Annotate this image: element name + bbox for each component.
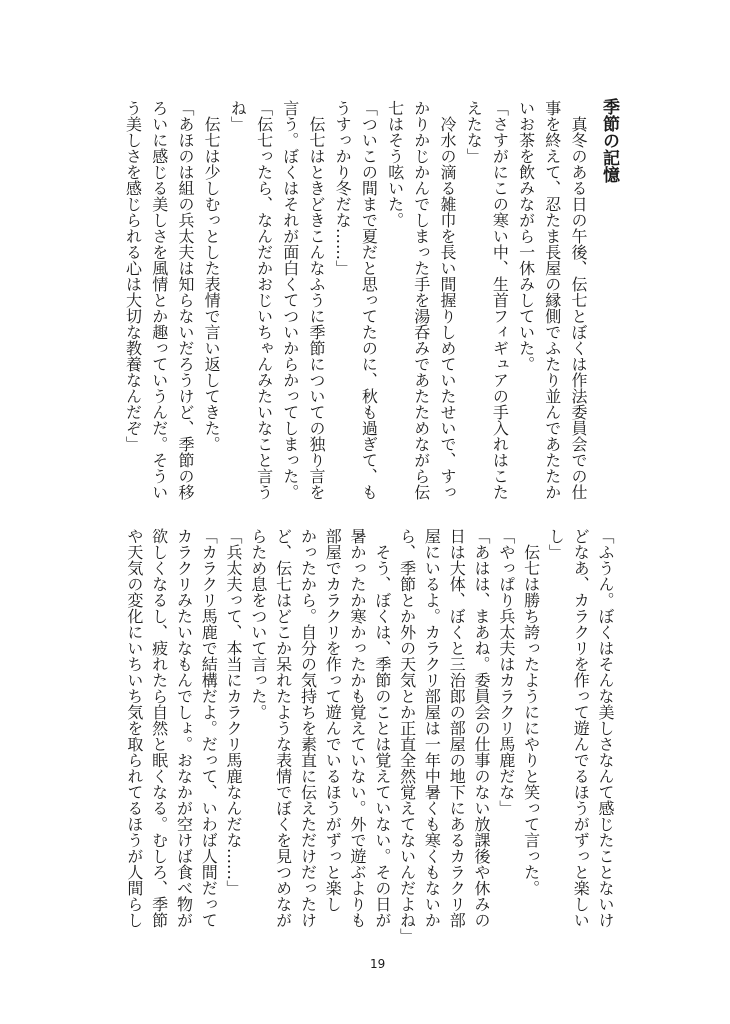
text-line: 言う。ぼくはそれが面白くてついからかってしまった。 (280, 100, 300, 500)
chapter-title: 季節の記憶 (599, 98, 619, 183)
text-line: 「伝七ったら、なんだかおじいちゃんみたいなこと言う (254, 100, 274, 500)
text-line: 欲しくなるし、疲れたら自然と眠くなる。むしろ、季節 (149, 528, 169, 928)
text-line: や天気の変化にいちいち気を取られてるほうが人間らし (124, 528, 144, 928)
text-line: どなあ、カラクリを作って遊んでるほうがずっと楽しい (571, 528, 591, 928)
text-line: ら、季節とか外の天気とか正直全然覚えてないんだよね」 (397, 528, 417, 944)
text-line: いお茶を飲みながら一休みしていた。 (516, 100, 536, 372)
text-line: ど、伝七はどこか呆れたような表情でぼくを見つめなが (273, 528, 293, 928)
text-line: 「ついこの間まで夏だと思ってたのに、秋も過ぎて、も (359, 100, 379, 500)
text-line: かりかじかんでしまった手を湯呑みであたためながら伝 (411, 100, 431, 500)
text-line: し」 (546, 528, 566, 560)
text-line: えたな」 (464, 100, 484, 164)
text-line: 屋にいるよ。カラクリ部屋は一年中暑くも寒くもないか (422, 528, 442, 928)
text-block-bottom (121, 528, 617, 944)
text-line: 「カラクリ馬鹿で結構だよ。だって、いわば人間だって (199, 528, 219, 928)
text-line: 「ふうん。ぼくはそんな美しさなんて感じたことないけ (596, 528, 615, 928)
text-line: 日は大体、ぼくと三治郎の部屋の地下にあるカラクリ部 (447, 528, 467, 928)
text-line: 「やっぱり兵太夫はカラクリ馬鹿だな」 (496, 528, 516, 816)
text-line: ろいに感じる美しさを風情とか趣っていうんだ。そうい (149, 100, 169, 500)
text-line: 「兵太夫って、本当にカラクリ馬鹿なんだな……」 (224, 528, 244, 896)
text-line: 真冬のある日の午後、伝七とぼくは作法委員会での仕 (569, 100, 588, 500)
text-line: 伝七は勝ち誇ったようににやりと笑って言った。 (521, 528, 541, 896)
text-line: そう、ぼくは、季節のことは覚えていない。その日が (372, 528, 392, 928)
text-line: 「あはは、まあね。委員会の仕事のない放課後や休みの (472, 528, 492, 928)
text-block-top (119, 100, 591, 510)
text-line: らため息をついて言った。 (248, 528, 268, 720)
text-line: カラクリみたいなもんでしょ。おなかが空けば食べ物が (174, 528, 194, 928)
text-line: 冷水の滴る雑巾を長い間握りしめていたせいで、すっ (437, 100, 457, 500)
text-line: 七はそう呟いた。 (385, 100, 405, 228)
text-line: 伝七は少しむっとした表情で言い返してきた。 (202, 100, 222, 452)
text-line: かったから。自分の気持ちを素直に伝えただけだったけ (298, 528, 318, 928)
text-line: 伝七はときどきこんなふうに季節についての独り言を (306, 100, 326, 500)
text-line: ね」 (228, 100, 248, 132)
text-line: 事を終えて、忍たま長屋の縁側でふたり並んであたたか (542, 100, 562, 500)
text-line: 「さすがにこの寒い中、生首フィギュアの手入れはこた (490, 100, 510, 500)
text-line: うすっかり冬だな……」 (333, 100, 353, 276)
page-number: 19 (370, 957, 386, 971)
text-line: 「あほのは組の兵太夫は知らないだろうけど、季節の移 (175, 100, 195, 500)
text-line: 暑かったか寒かったかも覚えていない。外で遊ぶよりも (348, 528, 368, 928)
text-line: う美しさを感じられる心は大切な教養なんだぞ」 (123, 100, 143, 452)
text-line: 部屋でカラクリを作って遊んでいるほうがずっと楽し (323, 528, 343, 912)
